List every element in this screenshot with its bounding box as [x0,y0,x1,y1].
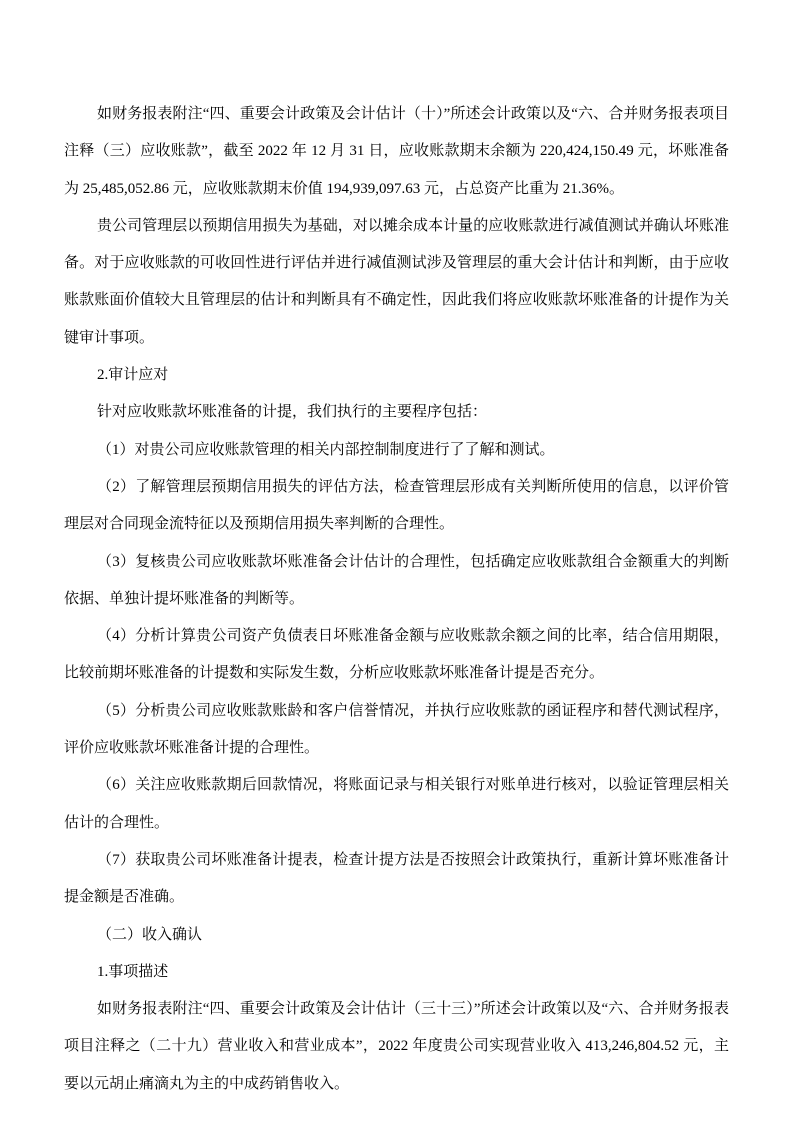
paragraph-procedure-4: （4）分析计算贵公司资产负债表日坏账准备金额与应收账款余额之间的比率，结合信用期限，比较前期坏账准备的计提数和实际发生数，分析应收账款坏账准备计提是否充分。 [64,628,729,682]
paragraph-procedure-3: （3）复核贵公司应收账款坏账准备会计估计的合理性，包括确定应收账款组合金额重大的判断依据、单独计提坏账准备的判断等。 [64,553,729,607]
section-heading-revenue-recognition: （二）收入确认 [97,926,203,943]
paragraph-procedure-6: （6）关注应收账款期后回款情况，将账面记录与相关银行对账单进行核对，以验证管理层相关估计的合理性。 [64,777,729,831]
paragraph-revenue-policy-figures: 如财务报表附注“四、重要会计政策及会计估计（三十三）”所述会计政策以及“六、合并财务报表项目注释之（二十九）营业收入和营业成本”，2022 年度贵公司实现营业收入 413,246,804.52 元，主要以元胡止痛滴丸为主的中成药销售收入。 [64,1001,729,1092]
paragraph-procedure-5: （5）分析贵公司应收账款账龄和客户信誉情况，并执行应收账款的函证程序和替代测试程序，评价应收账款坏账准备计提的合理性。 [64,702,729,757]
paragraph-procedure-1: （1）对贵公司应收账款管理的相关内部控制制度进行了了解和测试。 [97,441,555,458]
section-heading-audit-response: 2.审计应对 [97,367,169,384]
paragraph-receivables-policy-figures: 如财务报表附注“四、重要会计政策及会计估计（十）”所述会计政策以及“六、合并财务报表项目注释（三）应收账款”，截至 2022 年 12 月 31 日，应收账款期末余额为 220,424,150.49 元，坏账准备为 25,485,052.86 元，应收账款期末价值 194,939,097.63 元，占总资产比重为 21.36%。 [64,106,729,197]
document-body [64,96,729,1103]
paragraph-procedure-2: （2）了解管理层预期信用损失的评估方法，检查管理层形成有关判断所使用的信息，以评价管理层对合同现金流特征以及预期信用损失率判断的合理性。 [64,478,729,533]
paragraph-receivables-key-audit-matter: 贵公司管理层以预期信用损失为基础，对以摊余成本计量的应收账款进行减值测试并确认坏账准备。对于应收账款的可收回性进行评估并进行减值测试涉及管理层的重大会计估计和判断，由于应收账款账面价值较大且管理层的估计和判断具有不确定性，因此我们将应收账款坏账准备的计提作为关键审计事项。 [64,217,729,346]
section-heading-item-description: 1.事项描述 [97,963,169,980]
paragraph-audit-procedures-intro: 针对应收账款坏账准备的计提，我们执行的主要程序包括： [97,404,488,421]
paragraph-procedure-7: （7）获取贵公司坏账准备计提表，检查计提方法是否按照会计政策执行，重新计算坏账准备计提金额是否准确。 [64,851,729,906]
